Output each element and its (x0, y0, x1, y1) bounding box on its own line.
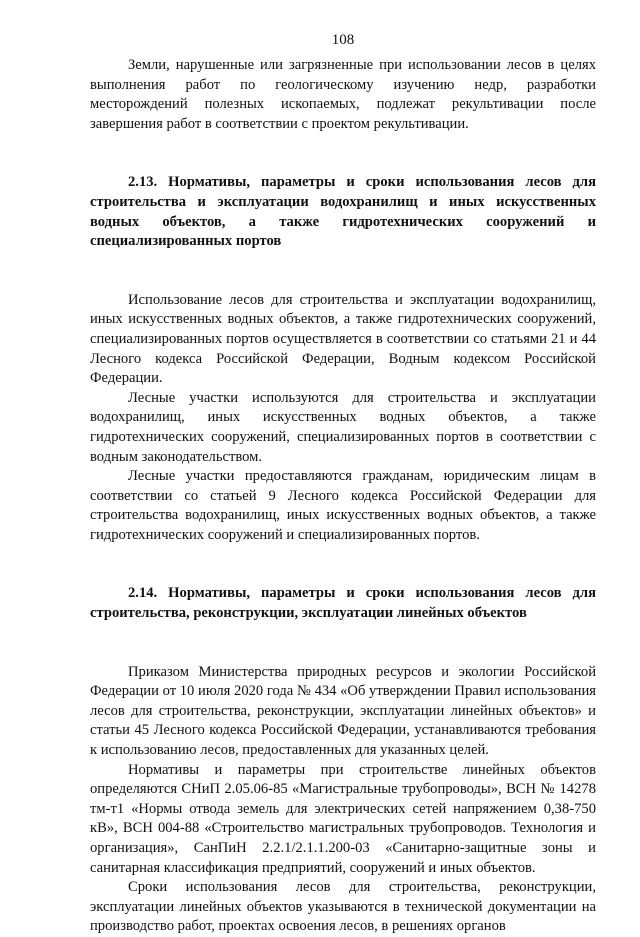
document-page (90, 30, 596, 937)
page-number: 108 (331, 32, 355, 48)
paragraph-reclamation: Земли, нарушенные или загрязненные при использовании лесов в целях выполнения работ по геологическому изучению недр, разработки месторождений полезных ископаемых, подлежат рекультивации после завершения работ в соответствии с проектом рекультивации. (90, 57, 596, 132)
section-heading-2-14: 2.14. Нормативы, параметры и сроки использования лесов для строительства, реконструкции, эксплуатации линейных объектов (90, 585, 596, 622)
paragraph-2-13-1: Использование лесов для строительства и эксплуатации водохранилищ, иных искусственных водных объектов, а также гидротехнических сооружений, специализированных портов осуществляется в соответствии со статьями 21 и 44 Лесного кодекса Российской Федерации, Водным кодексом Российской Федерации. (90, 291, 596, 387)
paragraph-2-13-3: Лесные участки предоставляются гражданам, юридическим лицам в соответствии со статьей 9 Лесного кодекса Российской Федерации для строительства водохранилищ, иных искусственных водных объектов, а также гидротехнических сооружений и специализированных портов. (90, 468, 596, 543)
paragraph-2-14-1: Приказом Министерства природных ресурсов и экологии Российской Федерации от 10 июля 2020 года № 434 «Об утверждении Правил использования лесов для строительства, реконструкции, эксплуатации линейных объектов» и статьи 45 Лесного кодекса Российской Федерации, устанавливаются требования к использованию лесов, предоставленных для указанных целей. (90, 663, 596, 759)
paragraph-2-13-2: Лесные участки используются для строительства и эксплуатации водохранилищ, иных искусственных водных объектов, а также гидротехнических сооружений, специализированных портов в соответствии с водным законодательством. (90, 389, 596, 465)
section-heading-2-13: 2.13. Нормативы, параметры и сроки использования лесов для строительства и эксплуатации водохранилищ и иных искусственных водных объектов, а также гидротехнических сооружений и специализированных портов (90, 174, 596, 250)
paragraph-2-14-2: Нормативы и параметры при строительстве линейных объектов определяются СНиП 2.05.06-85 «Магистральные трубопроводы», ВСН № 14278 тм-т1 «Нормы отвода земель для электрических сетей напряжением 0,38-750 кВ», ВСН 004-88 «Строительство магистральных трубопроводов. Технология и организация», СанПиН 2.2.1/2.1.1.200-03 «Санитарно-защитные зоны и санитарная классификация предприятий, сооружений и иных объектов. (90, 761, 596, 876)
paragraph-2-14-3: Сроки использования лесов для строительства, реконструкции, эксплуатации линейных объектов указываются в технической документации на производство работ, проектах освоения лесов, в решениях органов (90, 879, 596, 935)
